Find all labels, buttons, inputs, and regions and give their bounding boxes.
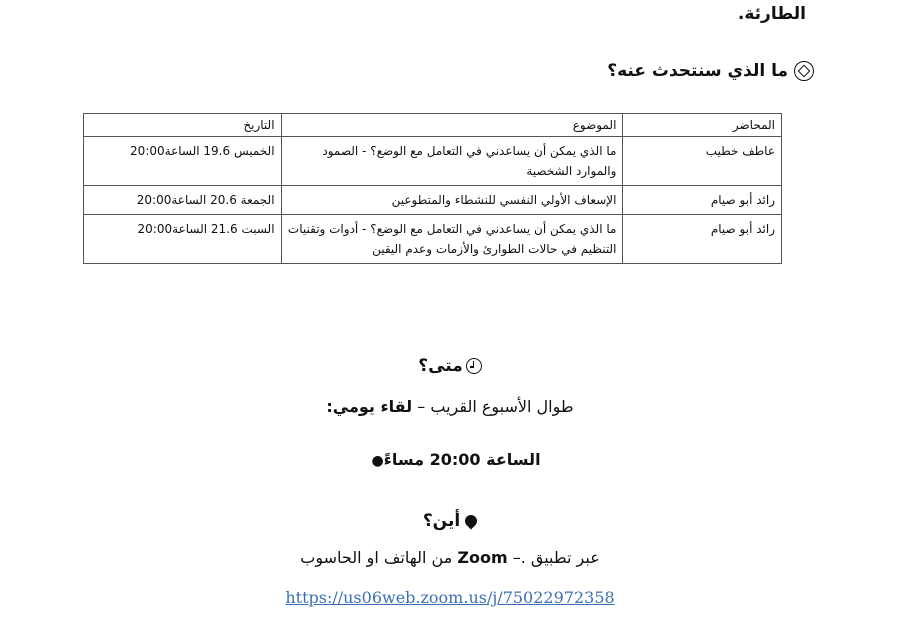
time-bullet — [0, 450, 900, 469]
header-date: التاريخ — [84, 114, 282, 137]
cell-date: الخميس 19.6 الساعة20:00 — [84, 137, 282, 186]
table-header-row — [84, 114, 782, 137]
where-suffix: من الهاتف او الحاسوب — [300, 548, 458, 567]
cell-lecturer: رائد أبو صيام — [623, 215, 782, 264]
intro-fragment: الطارئة. — [737, 4, 806, 24]
time-text: الساعة 20:00 مساءً — [383, 450, 541, 469]
table-row — [84, 215, 782, 264]
when-suffix: : — [326, 397, 333, 416]
when-prefix: طوال الأسبوع القريب – — [412, 397, 574, 416]
cell-topic: ما الذي يمكن أن يساعدني في التعامل مع الوضع؟ - أدوات وتقنيات التنظيم في حالات الطوارئ والأزمات وعدم اليقين — [281, 215, 623, 264]
table-row — [84, 186, 782, 215]
header-lecturer: المحاضر — [623, 114, 782, 137]
pin-icon — [463, 513, 480, 530]
where-heading — [0, 511, 900, 532]
cell-lecturer: رائد أبو صيام — [623, 186, 782, 215]
when-heading — [0, 356, 900, 379]
cell-topic: ما الذي يمكن أن يساعدني في التعامل مع الوضع؟ - الصمود والموارد الشخصية — [281, 137, 623, 186]
table-row — [84, 137, 782, 186]
when-description — [0, 397, 900, 416]
cell-lecturer: عاطف خطيب — [623, 137, 782, 186]
where-description — [0, 548, 900, 567]
bullet-icon: ● — [371, 453, 384, 469]
app-name: Zoom — [457, 548, 508, 567]
when-bold: لقاء يومي — [332, 397, 413, 416]
where-prefix: عبر تطبيق .– — [507, 548, 600, 567]
cell-date: السبت 21.6 الساعة20:00 — [84, 215, 282, 264]
header-topic: الموضوع — [281, 114, 623, 137]
zoom-link[interactable]: https://us06web.zoom.us/j/75022972358 — [285, 588, 615, 607]
section-heading-text: ما الذي سنتحدث عنه؟ — [607, 61, 788, 81]
clock-icon — [466, 358, 482, 374]
schedule-table — [83, 113, 782, 264]
cell-date: الجمعة 20.6 الساعة20:00 — [84, 186, 282, 215]
where-heading-text: أين؟ — [422, 511, 461, 531]
when-heading-text: متى؟ — [418, 356, 463, 376]
diamond-circle-icon — [794, 61, 814, 81]
cell-topic: الإسعاف الأولي النفسي للنشطاء والمتطوعين — [281, 186, 623, 215]
section-heading-topics — [607, 61, 814, 81]
